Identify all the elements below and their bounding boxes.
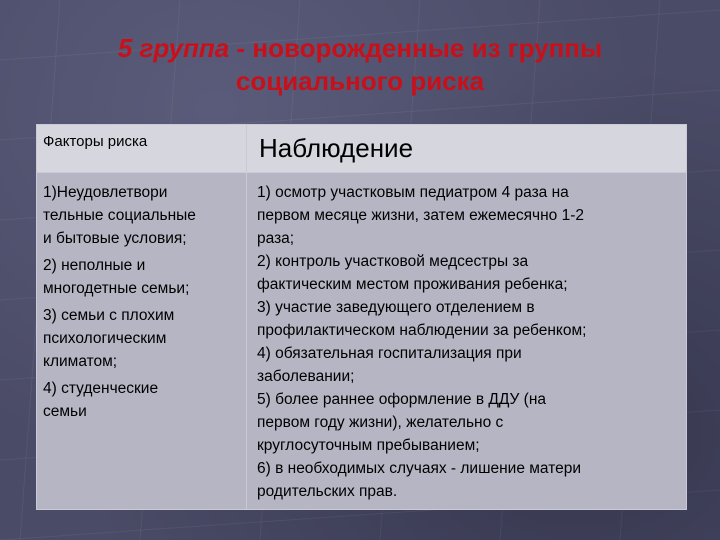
observation-line: 4) обязательная госпитализация при [257, 345, 522, 362]
table-header-row [37, 125, 687, 173]
observation-line: первом году жизни), желательно с [257, 414, 504, 431]
observation-line: 2) контроль участковой медсестры за [257, 253, 529, 270]
slide-title [60, 32, 660, 98]
observation-line: 3) участие заведующего отделением в [257, 299, 535, 316]
risk-line: многодетные семьи; [43, 280, 190, 297]
observation-line: профилактическом наблюдении за ребенком; [257, 322, 587, 339]
risk-line: семьи [43, 403, 87, 420]
risk-factors-cell [37, 173, 247, 510]
observation-line: 1) осмотр участковым педиатром 4 раза на [257, 184, 569, 201]
title-group-number: 5 группа - [117, 33, 246, 63]
observation-line: заболевании; [257, 368, 355, 385]
risk-table [36, 124, 687, 510]
risk-line: 3) семьи с плохим [43, 307, 175, 324]
header-risk-factors: Факторы риска [37, 125, 247, 173]
risk-line: тельные социальные [43, 207, 196, 224]
observation-line: 6) в необходимых случаях - лишение матери [257, 460, 582, 477]
table-body-row [37, 173, 687, 510]
observation-line: 5) более раннее оформление в ДДУ (на [257, 391, 547, 408]
observation-line: круглосуточным пребыванием; [257, 437, 480, 454]
risk-line: климатом; [43, 353, 118, 370]
risk-line: 4) студенческие [43, 380, 159, 397]
observation-line: раза; [257, 230, 295, 247]
header-observation: Наблюдение [247, 125, 687, 173]
observation-cell [247, 173, 687, 510]
observation-line: фактическим местом проживания ребенка; [257, 276, 568, 293]
observation-line: родительских прав. [257, 483, 398, 500]
title-text-line-2: социального риска [235, 66, 485, 96]
risk-line: и бытовые условия; [43, 230, 187, 247]
risk-line: 2) неполные и [43, 257, 146, 274]
risk-line: психологическим [43, 330, 167, 347]
observation-line: первом месяце жизни, затем ежемесячно 1-2 [257, 207, 585, 224]
title-text-line-1: новорожденные из группы [252, 33, 603, 63]
title-line-1 [60, 32, 660, 65]
risk-line: 1)Неудовлетвори [43, 184, 168, 201]
